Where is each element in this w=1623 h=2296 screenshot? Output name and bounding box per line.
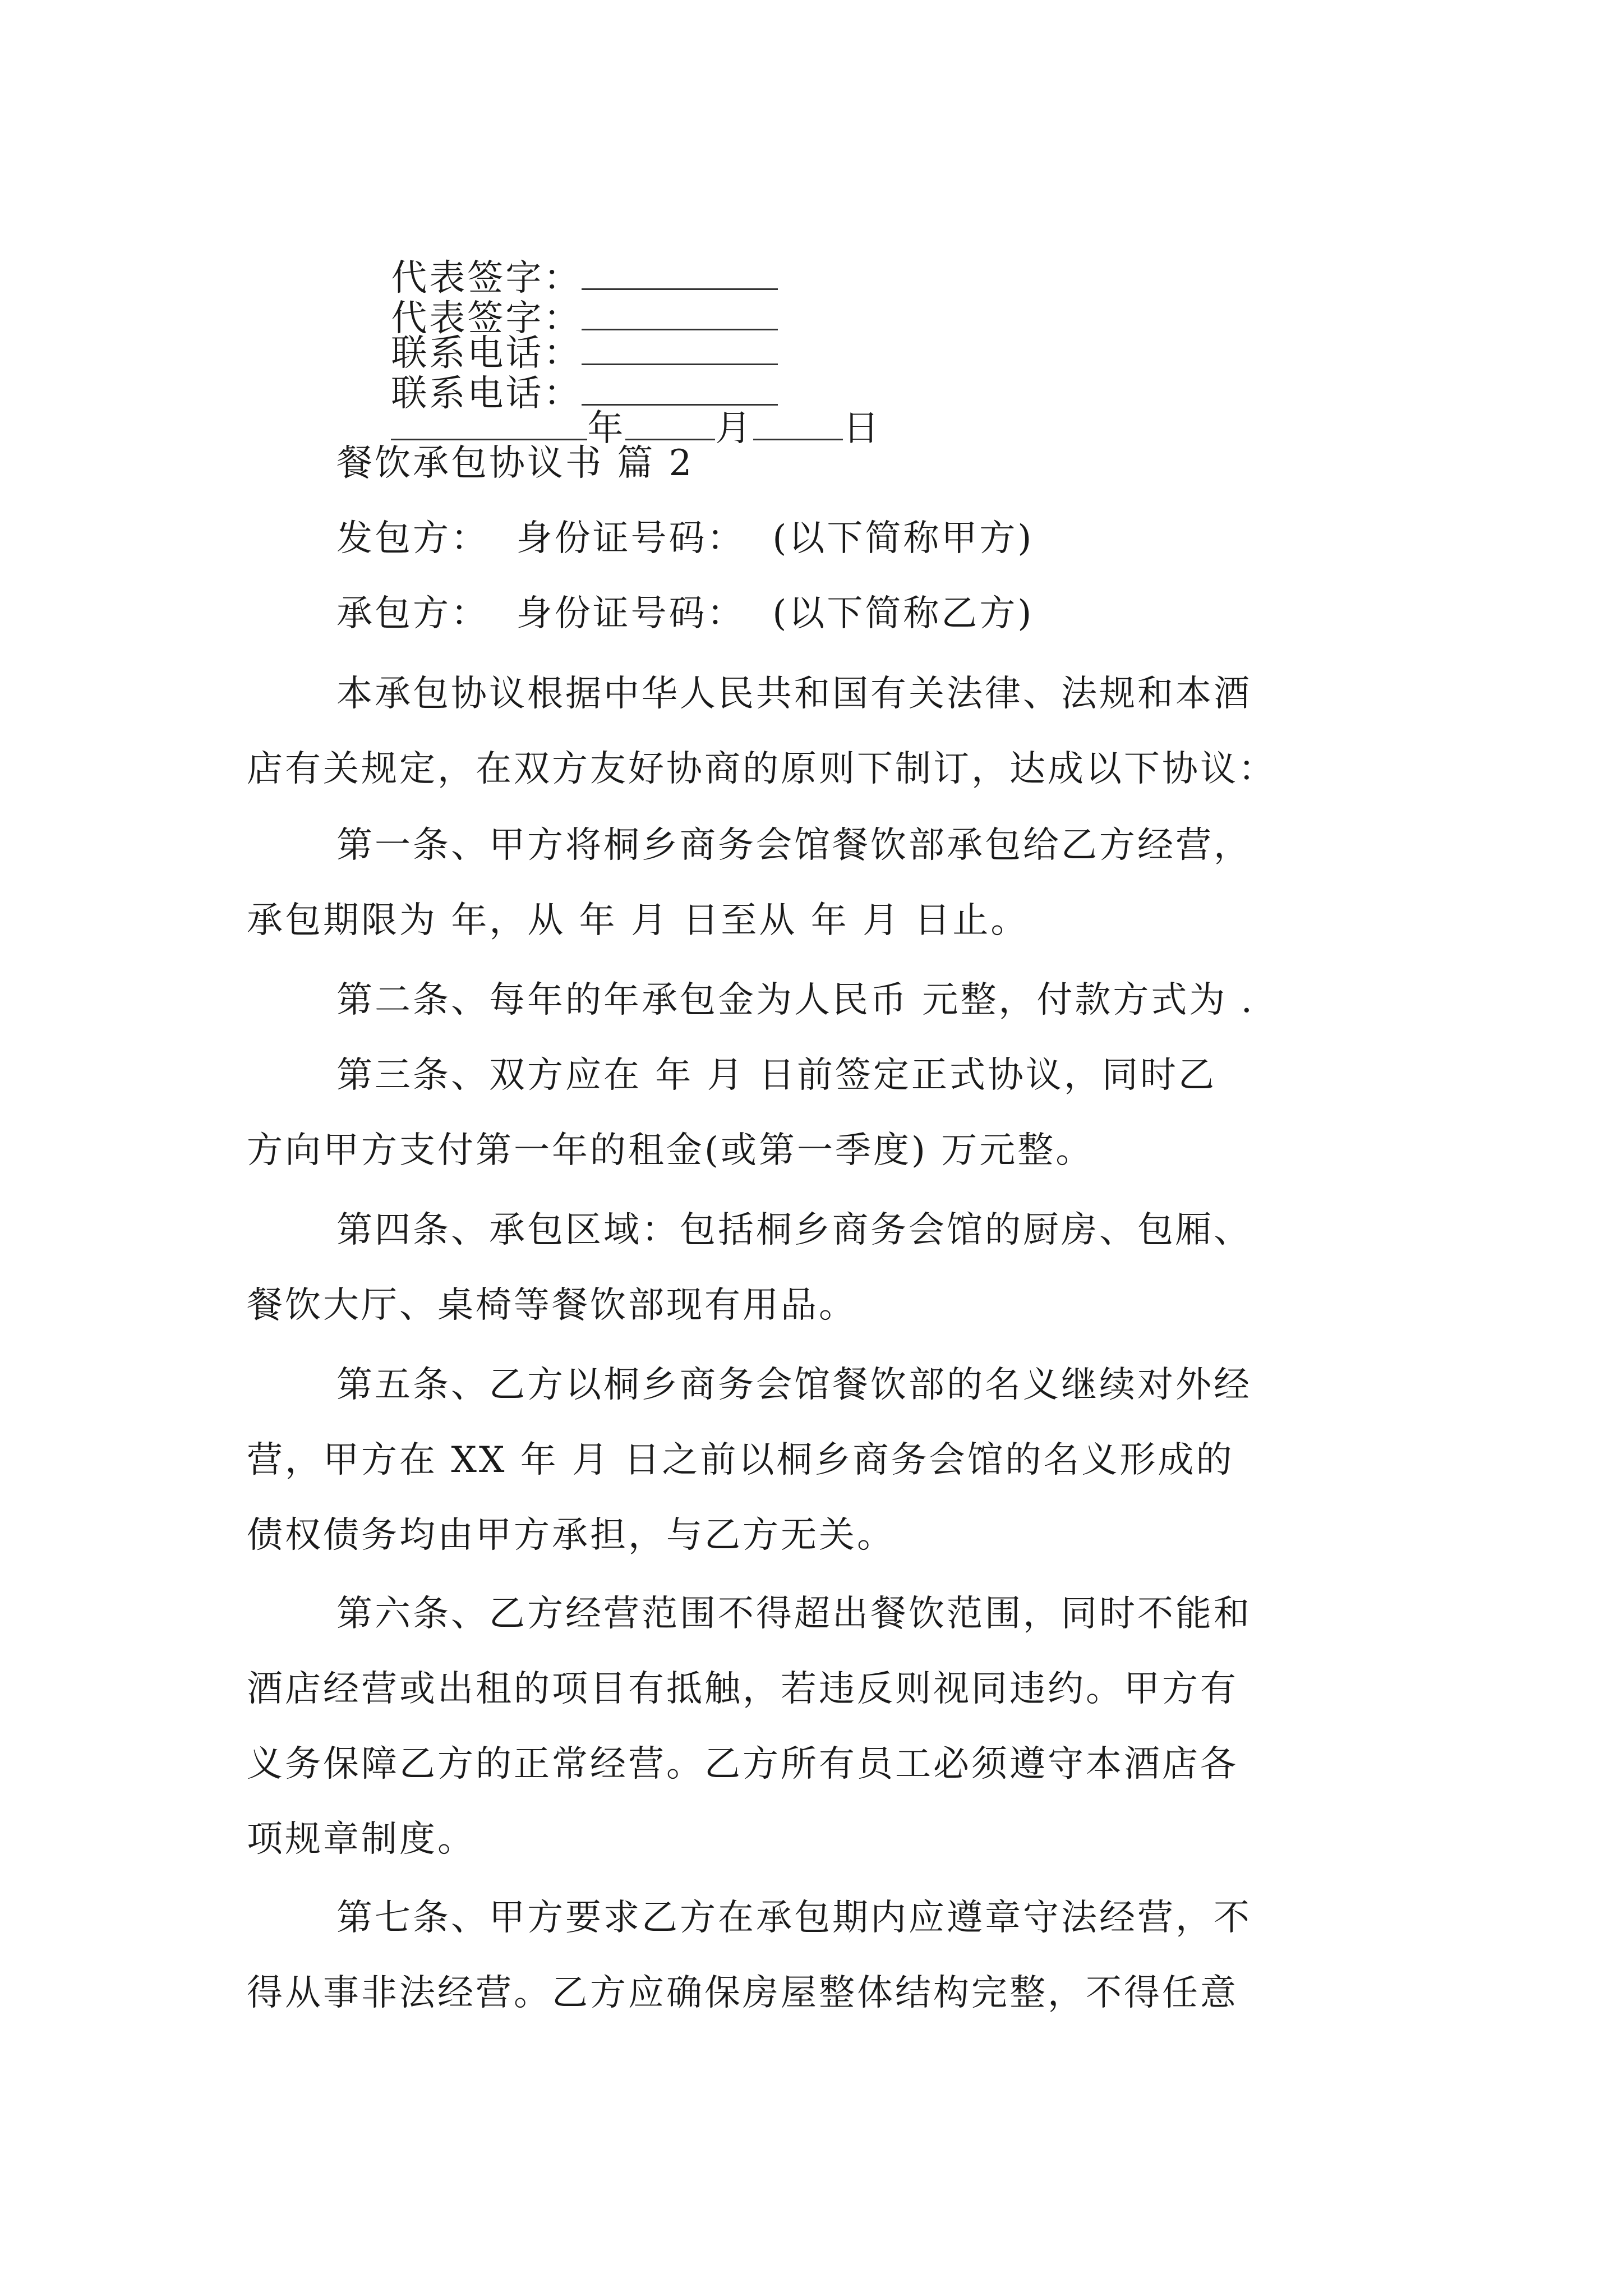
date-year-label: 年 xyxy=(587,408,626,449)
para-line: 第二条、每年的年承包金为人民币 元整，付款方式为 . xyxy=(336,979,1255,1021)
para-line: 第一条、甲方将桐乡商务会馆餐饮部承包给乙方经营， xyxy=(336,825,1252,866)
phone-blank-a xyxy=(582,331,778,365)
para-line: 承包期限为 年，从 年 月 日至从 年 月 日止。 xyxy=(247,900,1029,941)
rep-sign-blank-a xyxy=(582,256,778,290)
rep-sign-label-a: 代表签字： xyxy=(391,257,582,299)
date-month-label: 月 xyxy=(715,408,754,449)
para-line: 得从事非法经营。乙方应确保房屋整体结构完整，不得任意 xyxy=(247,1972,1238,2014)
para-line: 第六条、乙方经营范围不得超出餐饮范围，同时不能和 xyxy=(336,1593,1252,1635)
section-title: 餐饮承包协议书 篇 2 xyxy=(336,443,694,484)
para-line: 餐饮大厅、桌椅等餐饮部现有用品。 xyxy=(247,1285,857,1326)
paragraph-article-1 xyxy=(247,808,1391,958)
para-line: 义务保障乙方的正常经营。乙方所有员工必须遵守本酒店各 xyxy=(247,1743,1238,1785)
paragraph-article-5 xyxy=(247,1347,1391,1573)
paragraph-article-4 xyxy=(247,1193,1391,1343)
para-line: 项规章制度。 xyxy=(247,1819,476,1860)
paragraph-intro xyxy=(247,656,1391,807)
para-line: 店有关规定，在双方友好协商的原则下制订，达成以下协议： xyxy=(247,748,1276,790)
para-line: 第三条、双方应在 年 月 日前签定正式协议，同时乙 xyxy=(336,1055,1217,1096)
phone-label-a: 联系电话： xyxy=(391,333,582,374)
para-line: 第五条、乙方以桐乡商务会馆餐饮部的名义继续对外经 xyxy=(336,1364,1252,1406)
rep-sign-label-b: 代表签字： xyxy=(391,298,582,339)
paragraph-article-7 xyxy=(247,1880,1391,2031)
para-line: 方向甲方支付第一年的租金(或第一季度) 万元整。 xyxy=(247,1130,1094,1171)
para-line: 营，甲方在 XX 年 月 日之前以桐乡商务会馆的名义形成的 xyxy=(247,1439,1234,1481)
para-line: 第七条、甲方要求乙方在承包期内应遵章守法经营，不 xyxy=(336,1897,1252,1939)
para-line: 第四条、承包区域：包括桐乡商务会馆的厨房、包厢、 xyxy=(336,1209,1252,1251)
paragraph-article-3 xyxy=(247,1038,1391,1188)
para-line: 本承包协议根据中华人民共和国有关法律、法规和本酒 xyxy=(336,673,1252,715)
para-line: 债权债务均由甲方承担，与乙方无关。 xyxy=(247,1515,895,1556)
paragraph-article-6 xyxy=(247,1576,1391,1877)
party-b-line: 承包方： 身份证号码： (以下简称乙方) xyxy=(336,593,1034,634)
para-line: 酒店经营或出租的项目有抵触，若违反则视同违约。甲方有 xyxy=(247,1668,1238,1710)
day-blank xyxy=(753,406,843,440)
phone-label-b: 联系电话： xyxy=(391,373,582,415)
date-day-label: 日 xyxy=(843,408,882,449)
year-blank xyxy=(391,406,587,440)
paragraph-article-2 xyxy=(247,963,1391,1038)
party-a-line: 发包方： 身份证号码： (以下简称甲方) xyxy=(336,518,1034,559)
month-blank xyxy=(625,406,715,440)
